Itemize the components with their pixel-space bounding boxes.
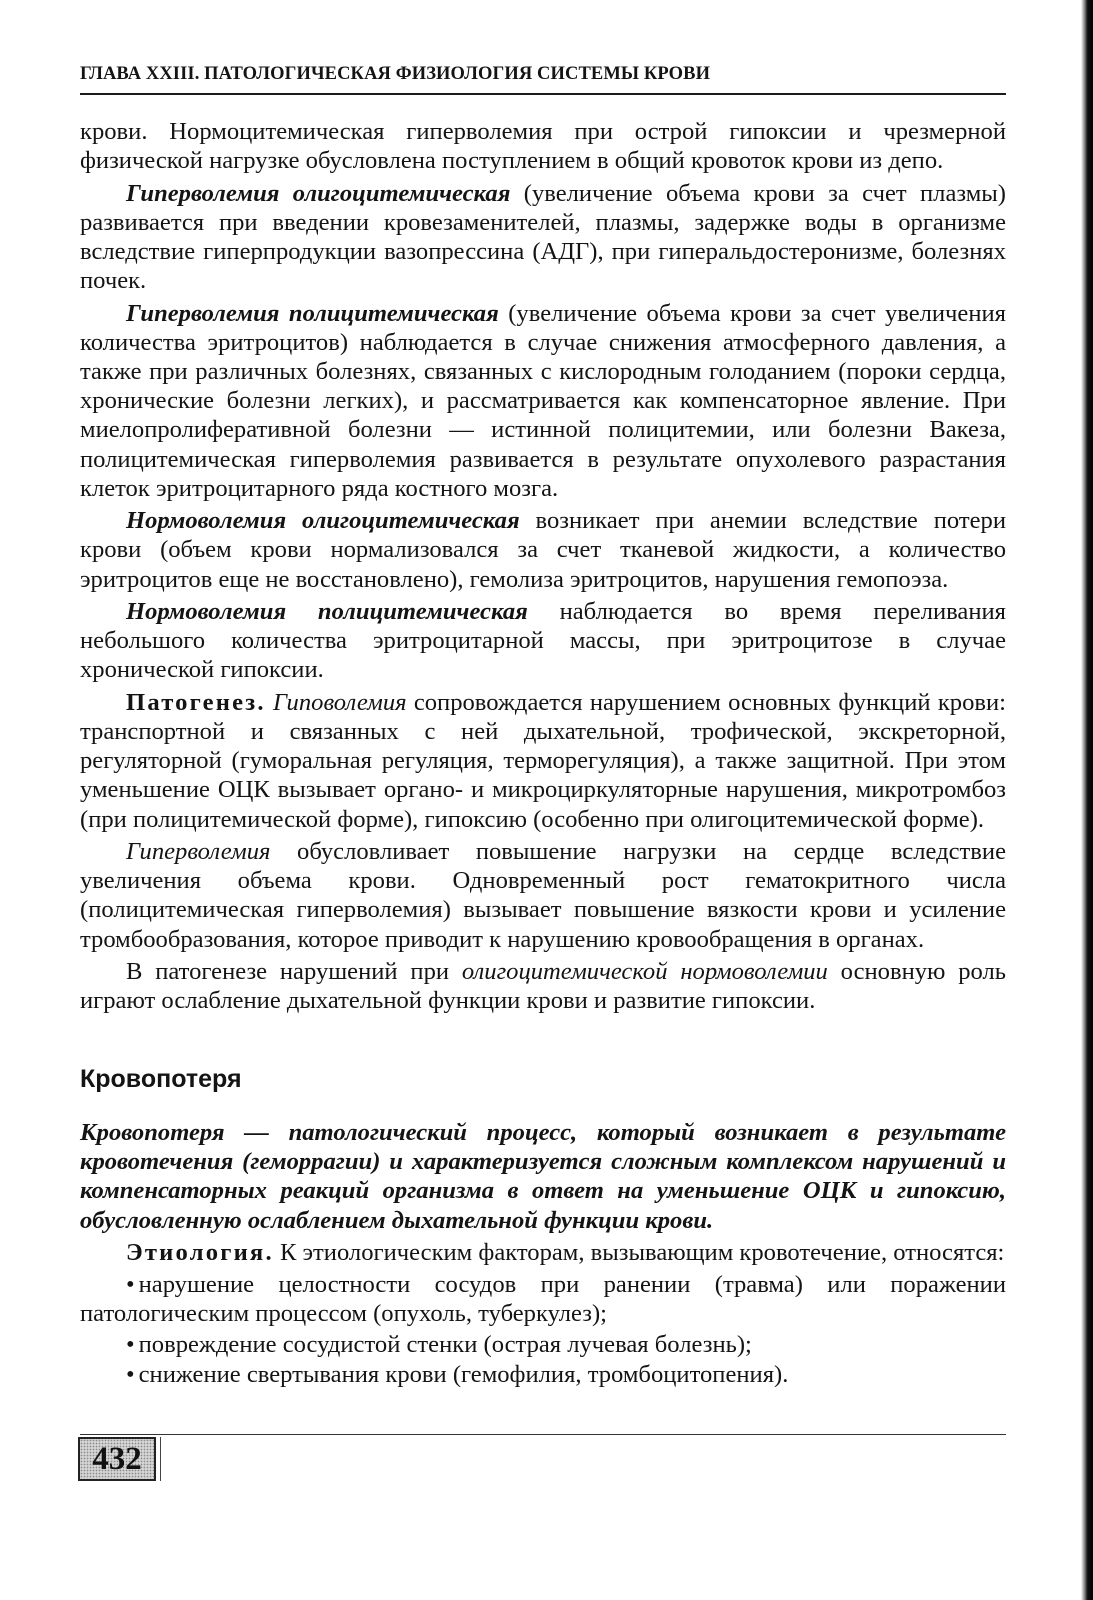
paragraph-hypervolemia-oligocythemic bbox=[80, 179, 1006, 296]
list-item-text: нарушение целостности сосудов при ранении (травма) или поражении патологическим процессом (опухоль, туберкулез); bbox=[80, 1271, 1006, 1328]
paragraph-normovolemia-polycythemic bbox=[80, 597, 1006, 685]
list-item-text: снижение свертывания крови (гемофилия, тромбоцитопения). bbox=[138, 1360, 789, 1388]
body-text bbox=[80, 117, 1006, 1019]
bullet-icon: • bbox=[126, 1271, 135, 1299]
paragraph-text: сопровождается нарушением основных функций крови: транспортной и связанных с ней дыхательной, трофической, экскреторной, регуляторной (гуморальная регуляция, терморегуляция), а также защитной. При этом уменьшение ОЦК вызывает органо- и микроциркуляторные нарушения, микротромбоз (при полицитемической форме), гипоксию (особенно при олигоцитемической форме). bbox=[80, 688, 1006, 833]
pathogenesis-label: Патогенез. bbox=[126, 688, 266, 716]
term: олигоцитемической нормоволемии bbox=[461, 958, 828, 985]
running-header: ГЛАВА XXIII. ПАТОЛОГИЧЕСКАЯ ФИЗИОЛОГИЯ СИСТЕМЫ КРОВИ bbox=[80, 64, 711, 84]
header-rule bbox=[80, 93, 1006, 95]
bullet-icon: • bbox=[126, 1360, 135, 1388]
paragraph-continuation: крови. Нормоцитемическая гиперволемия при острой гипоксии и чрезмерной физической нагрузке обусловлена поступлением в общий кровоток крови из депо. bbox=[80, 118, 1006, 175]
paragraph-text: основную роль играют ослабление дыхательной функции крови и развитие гипоксии. bbox=[80, 958, 1006, 1015]
footer-rule bbox=[80, 1434, 1006, 1435]
section-definition: Кровопотеря — патологический процесс, который возникает в результате кровотечения (геморрагии) и характеризуется сложным комплексом нарушений и компенсаторных реакций организма в ответ на уменьшение ОЦК и гипоксию, обусловленную ослаблением дыхательной функции крови. bbox=[80, 1119, 1006, 1234]
etiology-paragraph bbox=[80, 1238, 1006, 1267]
paragraph-text: (увеличение объема крови за счет увеличения количества эритроцитов) наблюдается в случае снижения атмосферного давления, а также при различных болезнях, связанных с кислородным голоданием (пороки сердца, хронические болезни легких), и рассматривается как компенсаторное явление. При миелопролиферативной болезни — истинной полицитемии, или болезни Вакеза, полицитемическая гиперволемия развивается в результате опухолевого разрастания клеток эритроцитарного ряда костного мозга. bbox=[80, 299, 1006, 502]
paragraph-text: возникает при анемии вследствие потери крови (объем крови нормализовался за счет тканевой жидкости, а количество эритроцитов еще не восстановлено), гемолиза эритроцитов, нарушения гемопоэза. bbox=[80, 507, 1006, 593]
list-item-text: повреждение сосудистой стенки (острая лучевая болезнь); bbox=[138, 1330, 752, 1358]
paragraph-normovolemia-oligocythemic bbox=[80, 506, 1006, 594]
paragraph-hypervolemia-polycythemic bbox=[80, 299, 1006, 503]
page-number: 432 bbox=[78, 1437, 156, 1481]
page-number-divider bbox=[160, 1437, 161, 1481]
term: Нормоволемия олигоцитемическая bbox=[126, 507, 520, 535]
term: Гиперволемия олигоцитемическая bbox=[126, 179, 511, 207]
term: Гиперволемия полицитемическая bbox=[126, 299, 499, 327]
etiology-label: Этиология. bbox=[126, 1239, 274, 1266]
paragraph-text: (увеличение объема крови за счет плазмы) развивается при введении кровезаменителей, плазмы, задержке воды в организме вследствие гиперпродукции вазопрессина (АДГ), при гиперальдостеронизме, болезнях почек. bbox=[80, 179, 1007, 295]
list-item bbox=[80, 1270, 1006, 1328]
section-heading: Кровопотеря bbox=[80, 1065, 242, 1093]
etiology-block bbox=[80, 1238, 1006, 1390]
term: Гиповолемия bbox=[273, 688, 407, 716]
paragraph-text: наблюдается во время переливания небольшого количества эритроцитарной массы, при эритроцитозе в случае хронической гипоксии. bbox=[80, 598, 1006, 684]
paragraph-pathogenesis bbox=[80, 688, 1006, 834]
paragraph-text: В патогенезе нарушений при bbox=[126, 958, 462, 985]
term: Нормоволемия полицитемическая bbox=[126, 598, 528, 625]
paragraph-text: обусловливает повышение нагрузки на сердце вследствие увеличения объема крови. Одновременный рост гематокритного числа (полицитемическая гиперволемия) вызывает повышение вязкости крови и усиление тромбообразования, которое приводит к нарушению кровообращения в органах. bbox=[80, 838, 1006, 953]
term: Гиперволемия bbox=[126, 838, 271, 865]
paragraph-normovolemia-pathogenesis bbox=[80, 957, 1006, 1015]
etiology-list bbox=[80, 1270, 1006, 1389]
page-edge-shadow bbox=[1081, 0, 1093, 1600]
bullet-icon: • bbox=[126, 1330, 135, 1358]
list-item bbox=[80, 1330, 1006, 1359]
paragraph-hypervolemia-effects bbox=[80, 837, 1006, 954]
paragraph-text: К этиологическим факторам, вызывающим кровотечение, относятся: bbox=[273, 1239, 1005, 1266]
list-item bbox=[80, 1360, 1006, 1389]
